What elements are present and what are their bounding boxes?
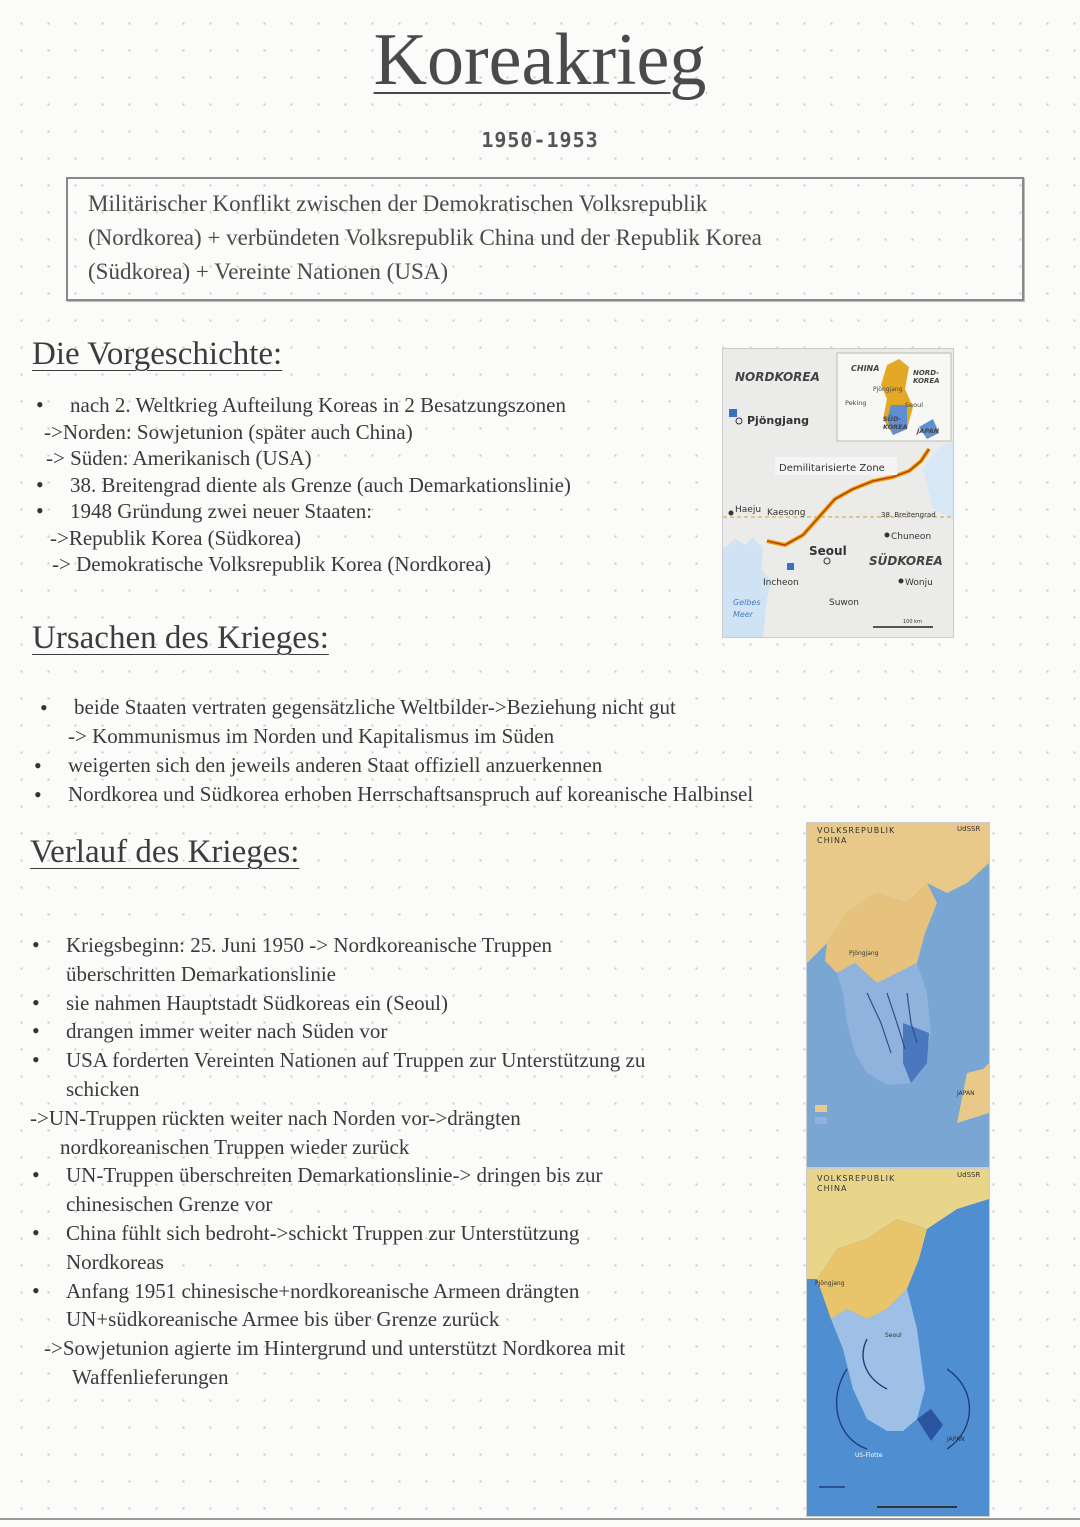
heading-verlauf: Verlauf des Krieges:	[30, 834, 300, 870]
map-label: NORDKOREA	[735, 370, 820, 384]
map-label: VOLKSREPUBLIK	[817, 1174, 896, 1183]
map-label: 38. Breitengrad	[881, 511, 936, 519]
map-label: Pjöngjang	[815, 1280, 845, 1287]
list-ursachen	[68, 693, 753, 809]
list-item: überschritten Demarkationslinie	[66, 961, 336, 986]
map-label: Pjöngjang	[873, 386, 903, 393]
map-label: Seoul	[905, 401, 924, 409]
map-label: Peking	[845, 399, 867, 407]
list-item: • beide Staaten vertraten gegensätzliche Weltbilder->Beziehung nicht gut	[74, 693, 753, 722]
map-label: Seoul	[809, 544, 847, 558]
list-item: • nach 2. Weltkrieg Aufteilung Koreas in 2 Besatzungszonen	[70, 392, 571, 419]
list-item: -> Kommunismus im Norden und Kapitalismus im Süden	[68, 724, 555, 748]
list-item: Waffenlieferungen	[72, 1364, 229, 1389]
map-label: UdSSR	[957, 825, 981, 833]
definition-line: Militärischer Konflikt zwischen der Demokratischen Volksrepublik	[88, 191, 708, 216]
map-label: SÜD-	[883, 415, 902, 423]
map-label: Gelbes	[733, 598, 761, 607]
list-item: • drangen immer weiter nach Süden vor	[66, 1017, 645, 1046]
list-item: • China fühlt sich bedroht->schickt Truppen zur Unterstützung	[66, 1219, 645, 1248]
map-label: KOREA	[913, 377, 940, 385]
page-bottom-border	[0, 1518, 1080, 1520]
list-vorgeschichte	[44, 392, 571, 578]
definition-line: (Nordkorea) + verbündeten Volksrepublik China und der Republik Korea	[88, 225, 762, 250]
list-item: • Kriegsbeginn: 25. Juni 1950 -> Nordkoreanische Truppen	[66, 931, 645, 960]
heading-ursachen: Ursachen des Krieges:	[32, 620, 329, 656]
map-label: KOREA	[883, 423, 908, 431]
definition-line: (Südkorea) + Vereinte Nationen (USA)	[88, 259, 449, 284]
map-label: NORD-	[913, 369, 940, 377]
list-item: -> Süden: Amerikanisch (USA)	[46, 446, 312, 470]
map-label: Pjöngjang	[747, 414, 809, 427]
list-item: ->Republik Korea (Südkorea)	[50, 525, 301, 550]
map-label: CHINA	[817, 836, 848, 845]
map-label: 100 km	[903, 619, 922, 625]
map-label: Demilitarisierte Zone	[779, 463, 885, 474]
map-label: VOLKSREPUBLIK	[817, 826, 896, 835]
list-item: ->Sowjetunion agierte im Hintergrund und unterstützt Nordkorea mit	[44, 1336, 626, 1361]
list-verlauf	[30, 931, 646, 1392]
map-label: Meer	[733, 610, 754, 619]
map-label: Haeju	[735, 505, 762, 515]
list-item: • Anfang 1951 chinesische+nordkoreanische Armeen drängten	[66, 1277, 645, 1306]
map-label: Seoul	[885, 1332, 902, 1339]
map-label: SÜDKOREA	[869, 554, 943, 568]
list-item: • 1948 Gründung zwei neuer Staaten:	[70, 498, 571, 525]
map-label: Pjöngjang	[849, 950, 879, 957]
list-item: • USA forderten Vereinten Nationen auf Truppen zur Unterstützung zu	[66, 1046, 645, 1075]
definition-box	[66, 177, 1024, 301]
list-item: -> Demokratische Volksrepublik Korea (Nordkorea)	[52, 552, 492, 576]
heading-vorgeschichte: Die Vorgeschichte:	[32, 336, 283, 372]
list-item: • Nordkorea und Südkorea erhoben Herrschaftsanspruch auf koreanische Halbinsel	[68, 780, 753, 809]
list-item: nordkoreanischen Truppen wieder zurück	[60, 1134, 410, 1159]
map-label: JAPAN	[947, 1436, 965, 1443]
map-war-phase-2	[806, 1168, 990, 1517]
map-korea-dmz	[722, 348, 954, 638]
list-item: ->Norden: Sowjetunion (später auch China)	[44, 419, 413, 444]
capital-marker	[729, 409, 737, 417]
map-label: CHINA	[851, 364, 880, 373]
map-label: Incheon	[763, 578, 799, 588]
list-item: • weigerten sich den jeweils anderen Staat offiziell anzuerkennen	[68, 751, 753, 780]
list-item: • UN-Truppen überschreiten Demarkationslinie-> dringen bis zur	[66, 1161, 645, 1190]
map-label: US-Flotte	[855, 1452, 883, 1459]
map-label: Kaesong	[767, 508, 806, 518]
map-label: Suwon	[829, 598, 859, 608]
list-item: UN+südkoreanische Armee bis über Grenze zurück	[66, 1307, 500, 1332]
map-label: Wonju	[905, 578, 933, 588]
list-item: schicken	[66, 1076, 140, 1101]
map-label: UdSSR	[957, 1171, 981, 1179]
list-item: Nordkoreas	[66, 1249, 164, 1274]
map-label: Chuneon	[891, 532, 932, 542]
list-item: • 38. Breitengrad diente als Grenze (auch Demarkationslinie)	[70, 472, 571, 499]
list-item: chinesischen Grenze vor	[66, 1192, 273, 1217]
list-item: ->UN-Truppen rückten weiter nach Norden vor->drängten	[30, 1105, 521, 1130]
map-label: JAPAN	[917, 427, 940, 435]
page-title: Koreakrieg	[373, 19, 707, 101]
map-label: JAPAN	[957, 1090, 975, 1097]
list-item: • sie nahmen Hauptstadt Südkoreas ein (Seoul)	[66, 989, 645, 1018]
year-range: 1950-1953	[481, 128, 599, 152]
map-label: CHINA	[817, 1184, 848, 1193]
map-war-phase-1	[806, 822, 990, 1168]
